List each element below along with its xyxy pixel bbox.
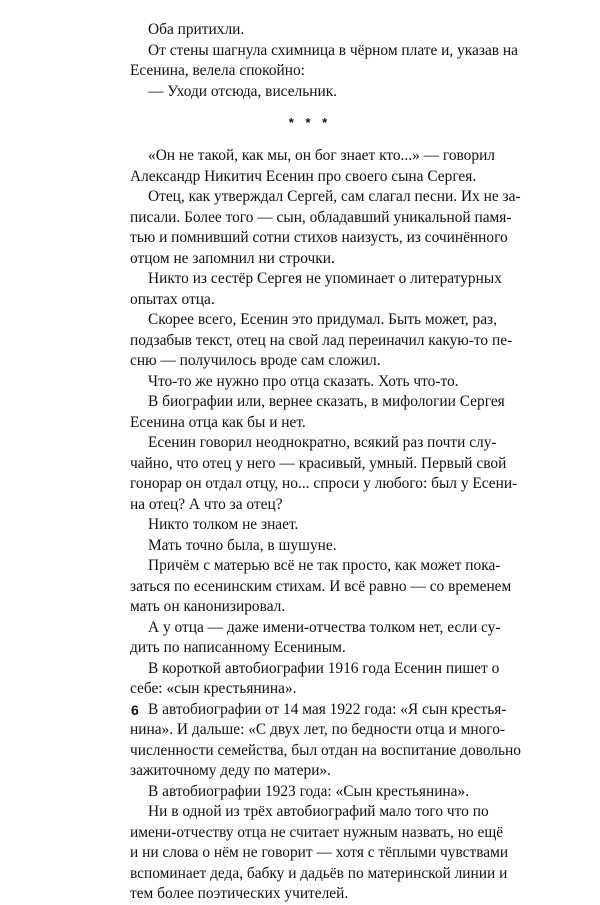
paragraph xyxy=(130,659,500,700)
text-line: В автобиографии от 14 мая 1922 года: «Я сын крестья- xyxy=(148,700,507,718)
paragraph xyxy=(130,41,518,82)
text-line: численности семейства, был отдан на воспитание довольно xyxy=(130,741,521,759)
text-line: вспоминает деда, бабку и дадьёв по материнской линии и xyxy=(130,864,508,882)
intro-section xyxy=(130,20,518,102)
text-line: на отец? А что за отец? xyxy=(130,495,283,513)
text-line: мать он канонизировал. xyxy=(130,598,286,615)
text-line: Оба притихли. xyxy=(148,21,245,38)
text-line: Никто из сестёр Сергея не упоминает о литературных xyxy=(148,270,502,287)
section-separator: * * * xyxy=(288,115,332,130)
paragraph xyxy=(130,433,518,515)
paragraph xyxy=(130,269,502,310)
paragraph xyxy=(130,536,490,557)
text-line: опытах отца. xyxy=(130,290,215,308)
page-text xyxy=(130,20,521,905)
text-line: Причём с матерью всё не так просто, как может пока- xyxy=(148,557,501,574)
text-line: Есенин говорил неоднократно, всякий раз почти слу- xyxy=(148,434,497,451)
text-line: нина». И дальше: «С двух лет, по бедности отца и много- xyxy=(130,721,506,738)
text-line: Отец, как утверждал Сергей, сам слагал песни. Их не за- xyxy=(148,188,521,205)
text-line: В короткой автобиографии 1916 года Есенин пишет о xyxy=(148,659,500,677)
paragraph xyxy=(130,556,512,618)
paragraph xyxy=(130,700,521,782)
text-line: Мать точно была, в шушуне. xyxy=(148,536,337,554)
text-line: От стены шагнула схимница в чёрном плате и, указав на xyxy=(148,41,518,59)
text-line: себе: «сын крестьянина». xyxy=(130,680,297,697)
text-line: Александр Никитич Есенин про своего сына Сергея. xyxy=(130,167,477,185)
text-line: дить по написанному Есениным. xyxy=(130,639,346,656)
text-line: сню — получилось вроде сам сложил. xyxy=(130,352,381,369)
paragraph xyxy=(130,802,509,905)
text-line: Что-то же нужно про отца сказать. Хоть что-то. xyxy=(148,372,459,390)
paragraph xyxy=(130,187,521,269)
paragraph xyxy=(130,146,495,187)
paragraph xyxy=(130,782,490,803)
text-line: чайно, что отец у него — красивый, умный. Первый свой xyxy=(130,454,507,472)
paragraph xyxy=(130,82,490,103)
text-line: В биографии или, вернее сказать, в мифологии Сергея xyxy=(148,393,505,410)
paragraph xyxy=(130,310,513,372)
text-line: «Он не такой, как мы, он бог знает кто...» — говорил xyxy=(148,147,495,164)
text-line: Есенина, велела спокойно: xyxy=(130,62,305,79)
text-line: В автобиографии 1923 года: «Сын крестьянина». xyxy=(148,782,470,800)
text-line: тью и помнивший сотни стихов наизусть, из сочинённого xyxy=(130,229,508,246)
text-line: заться по есенинским стихам. И всё равно — со временем xyxy=(130,577,512,595)
text-line: отцом не запомнил ни строчки. xyxy=(130,249,335,267)
text-line: писали. Более того — сын, обладавший уникальной памя- xyxy=(130,208,512,226)
paragraph xyxy=(130,20,490,41)
text-line: Никто толком не знает. xyxy=(148,516,299,533)
text-line: — Уходи отсюда, висельник. xyxy=(148,82,338,100)
text-line: тем более поэтических учителей. xyxy=(130,885,349,902)
text-line: зажиточному деду по матери». xyxy=(130,762,331,779)
text-line: А у отца — даже имени-отчества толком нет, если су- xyxy=(148,618,501,636)
text-line: Есенина отца как бы и нет. xyxy=(130,413,306,431)
text-line: и ни слова о нём не говорит — хотя с тёплыми чувствами xyxy=(130,844,509,861)
body-section xyxy=(130,146,521,905)
paragraph xyxy=(130,515,490,536)
paragraph xyxy=(130,618,501,659)
text-line: Скорее всего, Есенин это придумал. Быть может, раз, xyxy=(148,311,497,328)
text-line: Ни в одной из трёх автобиографий мало того что по xyxy=(148,803,489,820)
page-number: 6 xyxy=(131,702,139,718)
text-line: подзабыв текст, отец на свой лад переиначил какую-то пе- xyxy=(130,331,513,349)
text-line: имени-отчеству отца не считает нужным назвать, но ещё xyxy=(130,823,504,841)
paragraph xyxy=(130,372,490,393)
text-line: гонорар он отдал отцу, но... спроси у любого: был у Есени- xyxy=(130,475,518,492)
paragraph xyxy=(130,392,505,433)
